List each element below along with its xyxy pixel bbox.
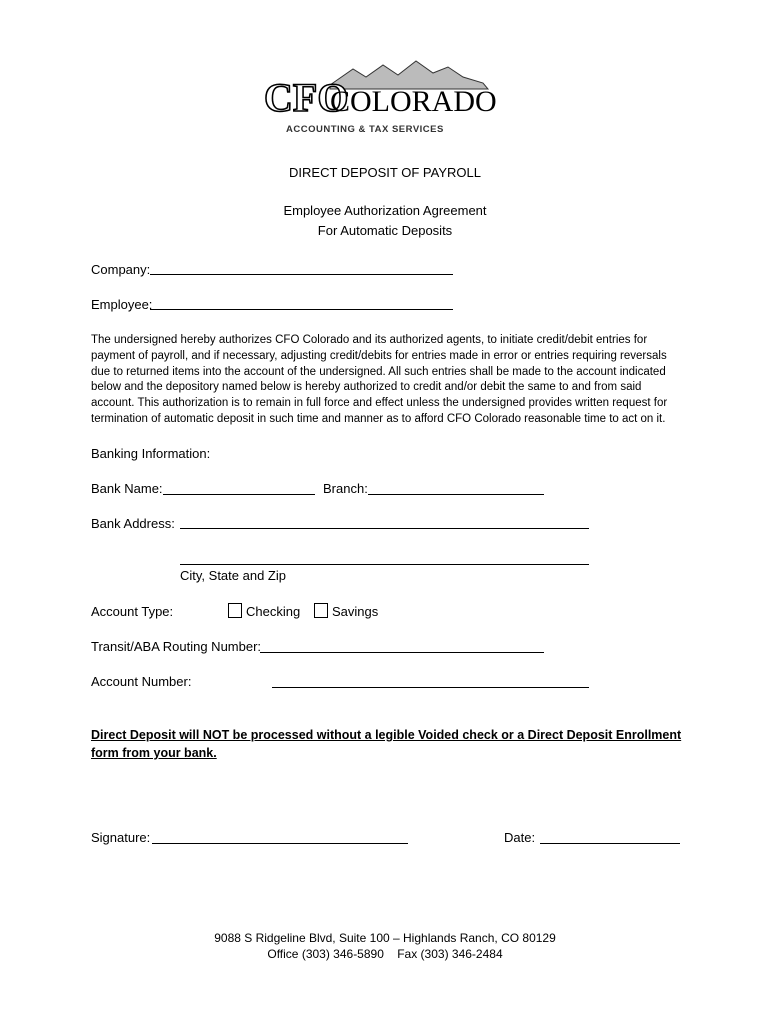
- savings-option[interactable]: [314, 603, 378, 619]
- signature-field[interactable]: [152, 843, 408, 844]
- page-subtitle-2: For Automatic Deposits: [317, 223, 453, 238]
- signature-label: Signature:: [91, 830, 151, 845]
- direct-deposit-notice: Direct Deposit will NOT be processed without a legible Voided check or a Direct Deposit Enrollment form from your bank.: [91, 728, 682, 760]
- page-title: DIRECT DEPOSIT OF PAYROLL: [289, 165, 481, 180]
- bank-name-label: Bank Name:: [91, 481, 163, 496]
- employee-label: Employee:: [91, 297, 153, 312]
- footer-phones: Office (303) 346-5890 Fax (303) 346-2484: [267, 947, 503, 961]
- account-number-field[interactable]: [272, 687, 589, 688]
- branch-field[interactable]: [368, 494, 544, 495]
- account-type-label: Account Type:: [91, 604, 174, 619]
- account-number-label: Account Number:: [91, 674, 192, 689]
- checking-label: Checking: [246, 604, 301, 619]
- checking-checkbox[interactable]: [228, 603, 242, 618]
- company-field[interactable]: [150, 274, 453, 275]
- logo-name: COLORADO: [330, 85, 497, 118]
- bank-address-field[interactable]: [180, 528, 589, 529]
- page-subtitle-1: Employee Authorization Agreement: [283, 203, 487, 218]
- branch-label: Branch:: [323, 481, 368, 496]
- city-state-zip-field[interactable]: [180, 564, 589, 565]
- footer-address: 9088 S Ridgeline Blvd, Suite 100 – Highlands Ranch, CO 80129: [214, 931, 556, 945]
- logo-initials: CFO: [264, 75, 349, 120]
- company-label: Company:: [91, 262, 151, 277]
- bank-name-field[interactable]: [163, 494, 315, 495]
- date-label: Date:: [504, 830, 536, 845]
- employee-field[interactable]: [150, 309, 453, 310]
- bank-address-label: Bank Address:: [91, 516, 175, 531]
- savings-checkbox[interactable]: [314, 603, 328, 618]
- city-state-zip-label: City, State and Zip: [180, 568, 286, 583]
- routing-field[interactable]: [260, 652, 544, 653]
- logo-subtitle: ACCOUNTING & TAX SERVICES: [286, 124, 444, 135]
- banking-heading: Banking Information:: [91, 446, 211, 461]
- checking-option[interactable]: [228, 603, 300, 619]
- date-field[interactable]: [540, 843, 680, 844]
- authorization-text: The undersigned hereby authorizes CFO Colorado and its authorized agents, to initiate credit/debit entries for payment of payroll, and if necessary, adjusting credit/debits for entries made in error or entries requiring reversals due to returned items into the account of the undersigned. All such entries shall be made to the account indicated below and the depository named below is hereby authorized to credit and/or debit the same to and from said account. This authorization is to remain in full force and effect unless the undersigned provides written request for termination of automatic deposit in such time and manner as to afford CFO Colorado reasonable time to act on it.: [91, 334, 668, 425]
- savings-label: Savings: [332, 604, 379, 619]
- routing-label: Transit/ABA Routing Number:: [91, 639, 262, 654]
